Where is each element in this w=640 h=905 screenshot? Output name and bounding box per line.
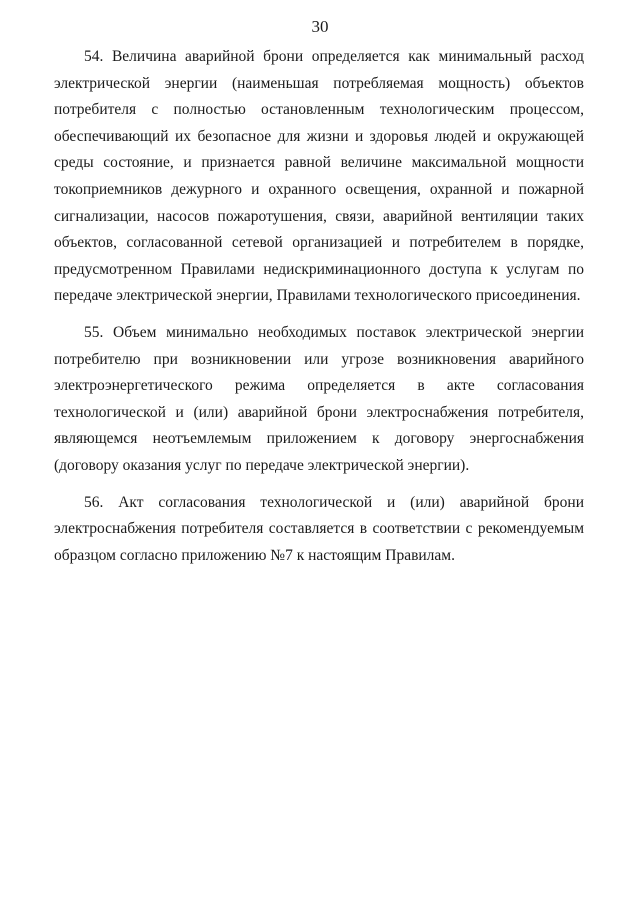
document-body [54, 44, 584, 579]
page-number: 30 [311, 17, 329, 36]
paragraph-55: 55. Объем минимально необходимых поставок электрической энергии потребителю при возникновении или угрозе возникновения аварийного электроэнергетического режима определяется в акте согласования технологической и (или) аварийной брони электроснабжения потребителя, являющемся неотъемлемым приложением к договору энергоснабжения (договору оказания услуг по передаче электрической энергии). [54, 323, 584, 474]
paragraph-56: 56. Акт согласования технологической и (или) аварийной брони электроснабжения потребителя составляется в соответствии с рекомендуемым образцом согласно приложению №7 к настоящим Правилам. [54, 493, 584, 564]
paragraph-54: 54. Величина аварийной брони определяется как минимальный расход электрической энергии (наименьшая потребляемая мощность) объектов потребителя с полностью остановленным технологическим процессом, обеспечивающий их безопасное для жизни и здоровья людей и окружающей среды состояние, и признается равной величине максимальной мощности токоприемников дежурного и охранного освещения, охранной и пожарной сигнализации, насосов пожаротушения, связи, аварийной вентиляции таких объектов, согласованной сетевой организацией и потребителем в порядке, предусмотренном Правилами недискриминационного доступа к услугам по передаче электрической энергии, Правилами технологического присоединения. [54, 48, 584, 305]
